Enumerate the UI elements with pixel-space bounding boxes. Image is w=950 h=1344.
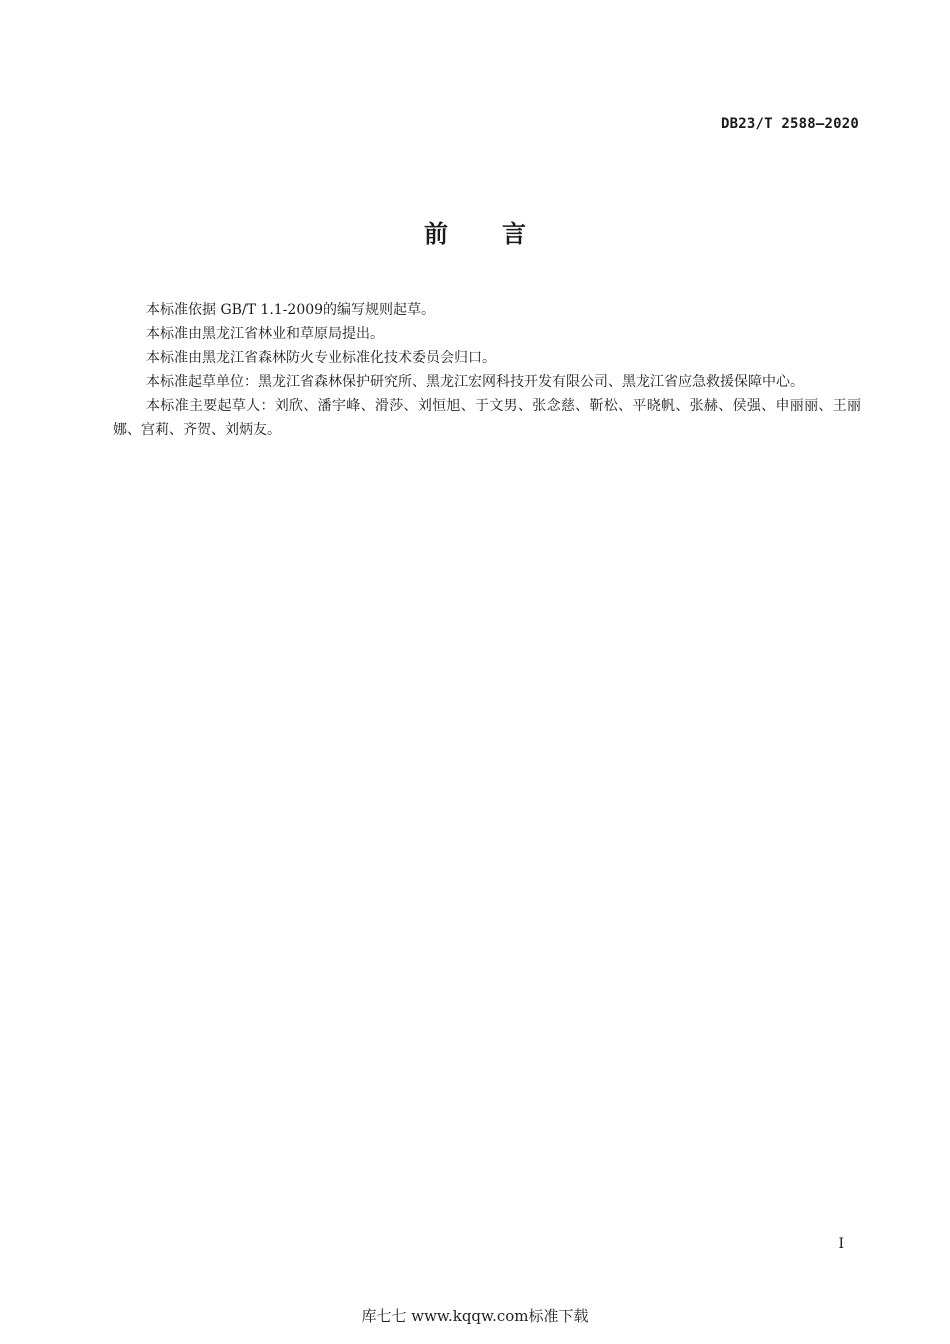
paragraph-drafting-units: 本标准起草单位：黑龙江省森林保护研究所、黑龙江宏网科技开发有限公司、黑龙江省应急救援保障中心。 [146,374,804,390]
footer-watermark: 库七七 www.kqqw.com标准下载 [361,1307,589,1325]
page-number: I [838,1236,844,1252]
foreword-body [113,298,861,442]
page-title-char-2: 言 [502,220,526,248]
paragraph-drafting-rules: 本标准依据 GB/T 1.1-2009的编写规则起草。 [146,302,436,318]
document-code: DB23/T 2588—2020 [720,116,859,132]
paragraph-centralized-by: 本标准由黑龙江省森林防火专业标准化技术委员会归口。 [146,350,496,366]
paragraph-drafters: 本标准主要起草人：刘欣、潘宇峰、滑莎、刘恒旭、于文男、张念慈、靳松、平晓帆、张赫、侯强、申丽丽、王丽娜、宫莉、齐贺、刘炳友。 [113,398,861,438]
page-title-char-1: 前 [424,220,448,248]
paragraph-proposed-by: 本标准由黑龙江省林业和草原局提出。 [146,326,384,342]
page-title [0,214,950,249]
